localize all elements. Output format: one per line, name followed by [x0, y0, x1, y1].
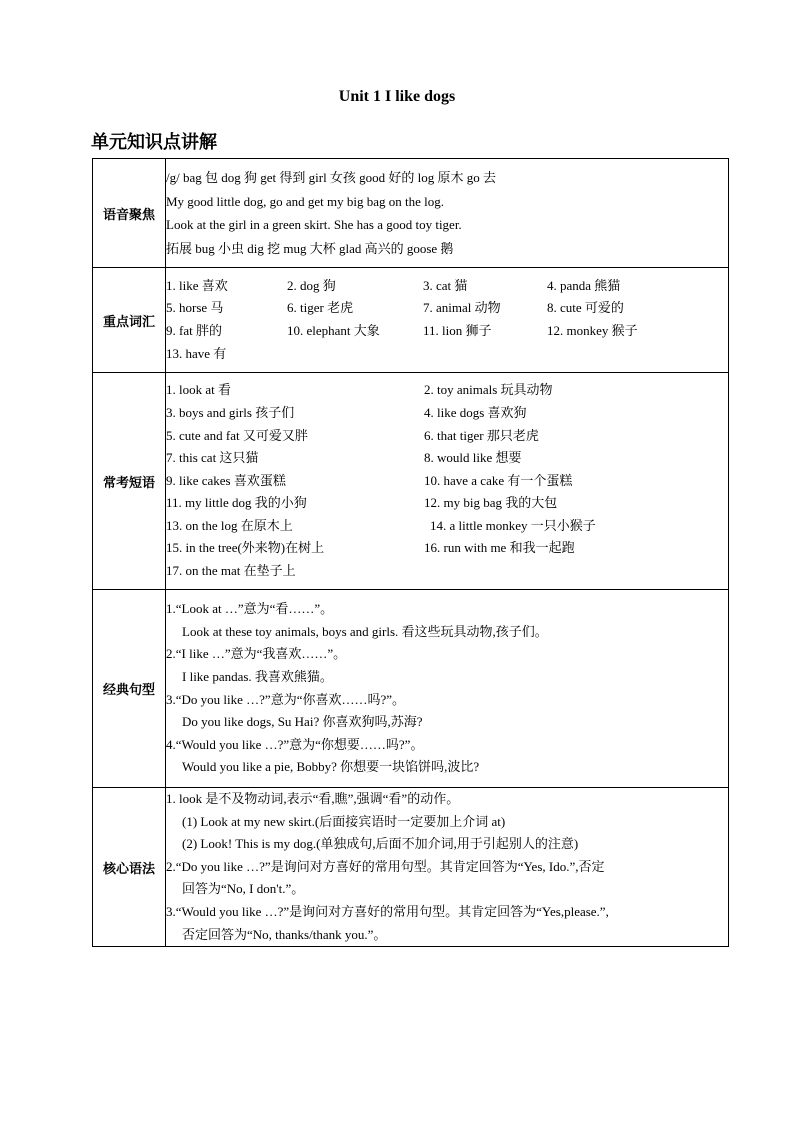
grammar-example: (1) Look at my new skirt.(后面接宾语时一定要加上介词 at)	[182, 813, 506, 829]
phrase-item: 16. run with me 和我一起跑	[424, 540, 575, 556]
sentence-example: I like pandas. 我喜欢熊猫。	[182, 668, 333, 684]
phrase-item: 4. like dogs 喜欢狗	[424, 404, 527, 420]
table-row-sentences	[93, 590, 729, 788]
vocab-item: 5. horse 马	[166, 300, 224, 316]
phonics-line: 拓展 bug 小虫 dig 挖 mug 大杯 glad 高兴的 goose 鹅	[166, 240, 454, 256]
phrase-item: 7. this cat 这只猫	[166, 450, 259, 466]
grammar-continuation: 回答为“No, I don't.”。	[182, 881, 305, 897]
vocab-item: 11. lion 狮子	[423, 323, 492, 338]
table-row-vocab	[93, 268, 729, 373]
phrase-item: 15. in the tree(外来物)在树上	[166, 540, 325, 556]
row-label-sentences: 经典句型	[93, 590, 166, 788]
grammar-content	[166, 788, 729, 947]
row-label-phrases: 常考短语	[93, 373, 166, 590]
row-label-grammar: 核心语法	[93, 788, 166, 947]
phrase-item: 11. my little dog 我的小狗	[166, 495, 307, 511]
vocab-item: 8. cute 可爱的	[547, 300, 624, 316]
knowledge-table	[92, 158, 729, 947]
phonics-content	[166, 159, 729, 268]
section-title: 单元知识点讲解	[91, 132, 217, 153]
sentence-line: 1.“Look at …”意为“看……”。	[166, 601, 334, 617]
phrase-item: 1. look at 看	[166, 382, 231, 398]
vocab-item: 9. fat 胖的	[166, 323, 222, 338]
phrase-item: 2. toy animals 玩具动物	[424, 382, 553, 398]
sentence-example: Look at these toy animals, boys and girls. 看这些玩具动物,孩子们。	[182, 623, 548, 639]
vocab-item: 7. animal 动物	[423, 300, 501, 316]
grammar-line: 2.“Do you like …?”是询问对方喜好的常用句型。其肯定回答为“Yes, Ido.”,否定	[166, 858, 605, 874]
phonics-line: My good little dog, go and get my big bag on the log.	[166, 193, 445, 209]
grammar-example: (2) Look! This is my dog.(单独成句,后面不加介词,用于引起别人的注意)	[182, 836, 579, 852]
phonics-line: Look at the girl in a green skirt. She has a good toy tiger.	[166, 217, 462, 232]
vocab-item: 6. tiger 老虎	[287, 300, 354, 316]
phrase-item: 5. cute and fat 又可爱又胖	[166, 427, 308, 443]
vocab-item: 1. like 喜欢	[166, 277, 228, 293]
phrases-content	[166, 373, 729, 590]
vocab-item: 4. panda 熊猫	[547, 277, 621, 293]
phrase-item: 17. on the mat 在垫子上	[166, 563, 296, 579]
table-row-phonics	[93, 159, 729, 268]
vocab-item: 3. cat 猫	[423, 277, 468, 293]
grammar-continuation: 否定回答为“No, thanks/thank you.”。	[182, 926, 387, 942]
sentences-content	[166, 590, 729, 788]
phrase-item: 14. a little monkey 一只小猴子	[430, 517, 596, 533]
phrase-item: 6. that tiger 那只老虎	[424, 427, 539, 443]
sentence-example: Do you like dogs, Su Hai? 你喜欢狗吗,苏海?	[182, 714, 423, 730]
row-label-vocab: 重点词汇	[93, 268, 166, 373]
phrase-item: 13. on the log 在原木上	[166, 517, 293, 533]
vocab-item: 10. elephant 大象	[287, 323, 380, 338]
sentence-line: 3.“Do you like …?”意为“你喜欢……吗?”。	[166, 691, 406, 707]
phrase-item: 12. my big bag 我的大包	[424, 495, 558, 511]
phonics-line: /g/ bag 包 dog 狗 get 得到 girl 女孩 good 好的 log 原木 go 去	[166, 170, 497, 185]
phrase-item: 8. would like 想要	[424, 450, 522, 466]
vocab-item: 12. monkey 猴子	[547, 323, 638, 338]
vocab-content	[166, 268, 729, 373]
page-title: Unit 1 I like dogs	[338, 88, 456, 105]
sentence-line: 2.“I like …”意为“我喜欢……”。	[166, 646, 347, 662]
vocab-item: 13. have 有	[166, 345, 227, 361]
table-row-phrases	[93, 373, 729, 590]
grammar-line: 1. look 是不及物动词,表示“看,瞧”,强调“看”的动作。	[166, 791, 460, 806]
row-label-phonics: 语音聚焦	[93, 159, 166, 268]
sentence-example: Would you like a pie, Bobby? 你想要一块馅饼吗,波比?	[182, 759, 480, 775]
grammar-line: 3.“Would you like …?”是询问对方喜好的常用句型。其肯定回答为“Yes,please.”,	[166, 903, 609, 919]
sentence-line: 4.“Would you like …?”意为“你想要……吗?”。	[166, 736, 424, 752]
table-row-grammar	[93, 788, 729, 947]
vocab-item: 2. dog 狗	[287, 277, 336, 293]
phrase-item: 9. like cakes 喜欢蛋糕	[166, 472, 286, 488]
phrase-item: 10. have a cake 有一个蛋糕	[424, 472, 573, 488]
phrase-item: 3. boys and girls 孩子们	[166, 404, 295, 420]
